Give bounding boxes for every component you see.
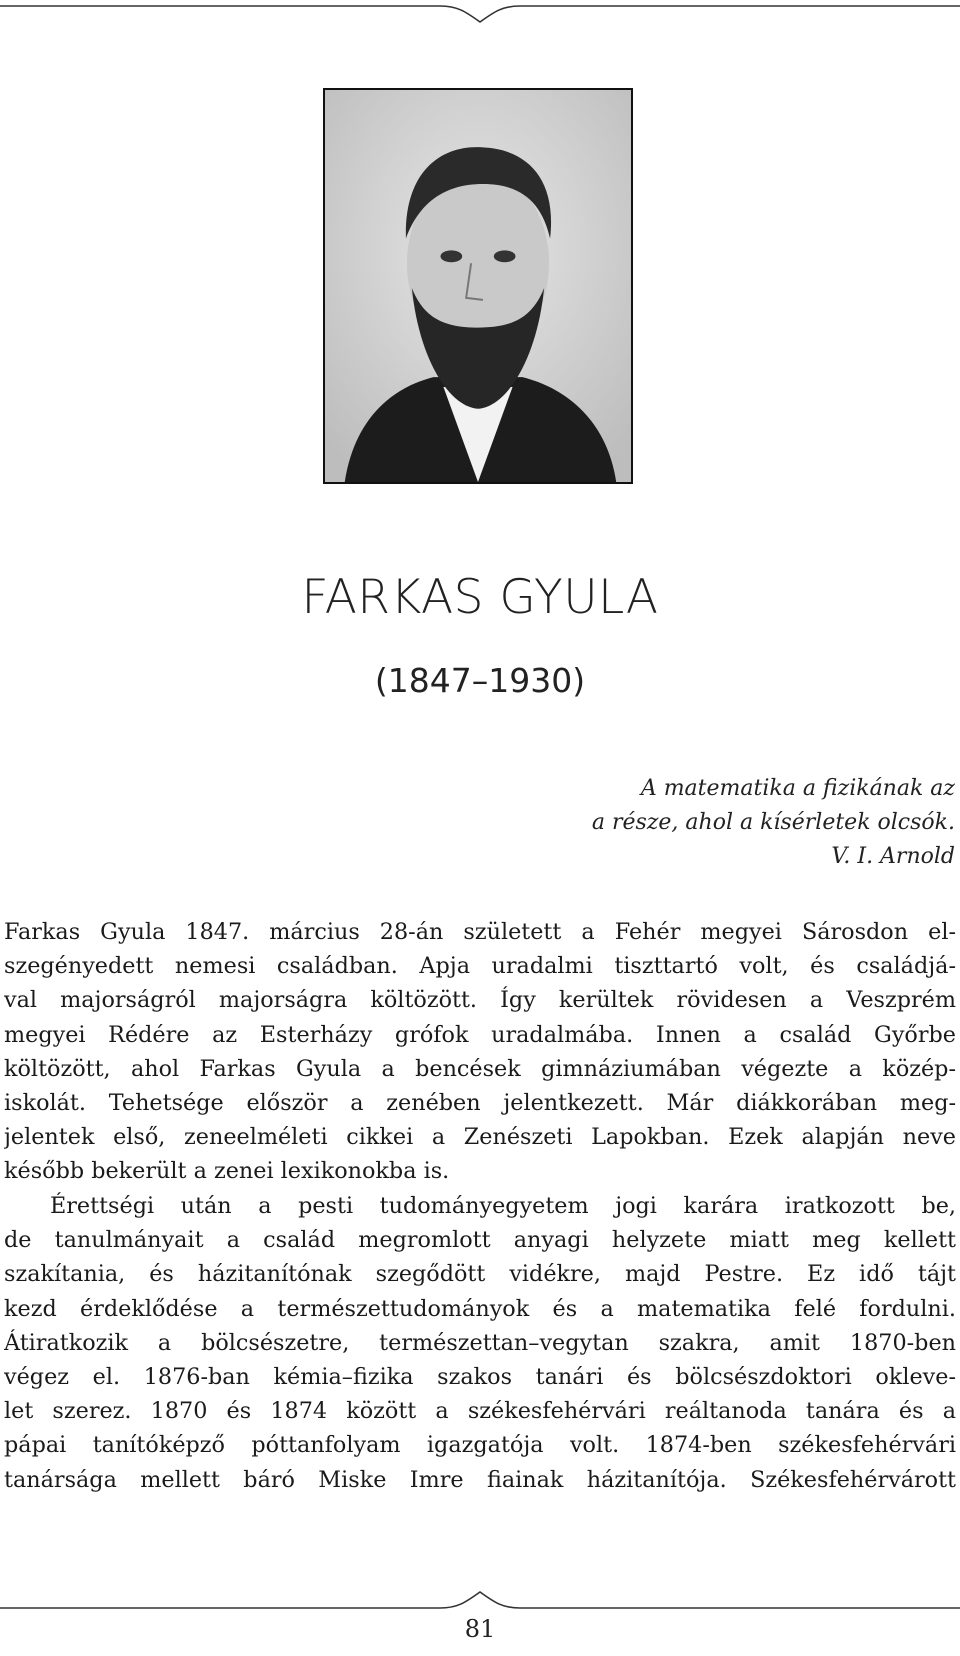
page-title: FARKAS GYULA [301, 570, 659, 625]
text-line: kezd érdeklődése a természettudományok és a matematika felé fordulni. [4, 1295, 956, 1322]
paragraph-1 [4, 915, 956, 1189]
text-line: Érettségi után a pesti tudományegyetem jogi karára iratkozott be, [50, 1193, 956, 1219]
text-line: val majorságról majorságra költözött. Így kerültek rövidesen a Veszprém [4, 987, 956, 1014]
paragraph-2 [4, 1189, 956, 1497]
bottom-ornament [0, 1586, 960, 1616]
text-line: tanársága mellett báró Miske Imre fiainak házitanítója. Székesfehérvárott [4, 1466, 956, 1493]
epigraph-line: A matematika a fizikának az [640, 776, 955, 801]
text-line: iskolát. Tehetsége először a zenében jelentkezett. Már diákkorában meg- [4, 1090, 956, 1117]
epigraph-quote [455, 772, 955, 874]
text-line: végez el. 1876-ban kémia–fizika szakos tanári és bölcsészdoktori okleve- [4, 1364, 956, 1391]
text-line: jelentek első, zeneelméleti cikkei a Zenészeti Lapokban. Ezek alapján neve [4, 1124, 956, 1151]
portrait-photo [323, 88, 633, 484]
text-line: let szerez. 1870 és 1874 között a székesfehérvári reáltanoda tanára és a [4, 1398, 956, 1425]
text-line: szakítania, és házitanítónak szegődött vidékre, majd Pestre. Ez idő tájt [4, 1261, 956, 1288]
top-ornament [0, 0, 960, 30]
life-years: (1847–1930) [374, 661, 586, 700]
page-number: 81 [464, 1615, 496, 1643]
epigraph-author: V. I. Arnold [831, 844, 955, 869]
text-line: később bekerült a zenei lexikonokba is. [4, 1158, 450, 1185]
text-line: megyei Rédére az Esterházy grófok uradalmába. Innen a család Győrbe [4, 1021, 956, 1048]
epigraph-line: a része, ahol a kísérletek olcsók. [591, 810, 955, 835]
text-line: költözött, ahol Farkas Gyula a bencések gimnáziumában végezte a közép- [4, 1055, 956, 1082]
text-line: szegényedett nemesi családban. Apja uradalmi tiszttartó volt, és családjá- [4, 953, 956, 980]
text-line: Átiratkozik a bölcsészetre, természettan–vegytan szakra, amit 1870-ben [4, 1329, 956, 1356]
text-line: Farkas Gyula 1847. március 28-án született a Fehér megyei Sárosdon el- [4, 919, 956, 945]
text-line: de tanulmányait a család megromlott anyagi helyzete miatt meg kellett [4, 1227, 956, 1254]
text-line: pápai tanítóképző póttanfolyam igazgatója volt. 1874-ben székesfehérvári [4, 1432, 956, 1459]
